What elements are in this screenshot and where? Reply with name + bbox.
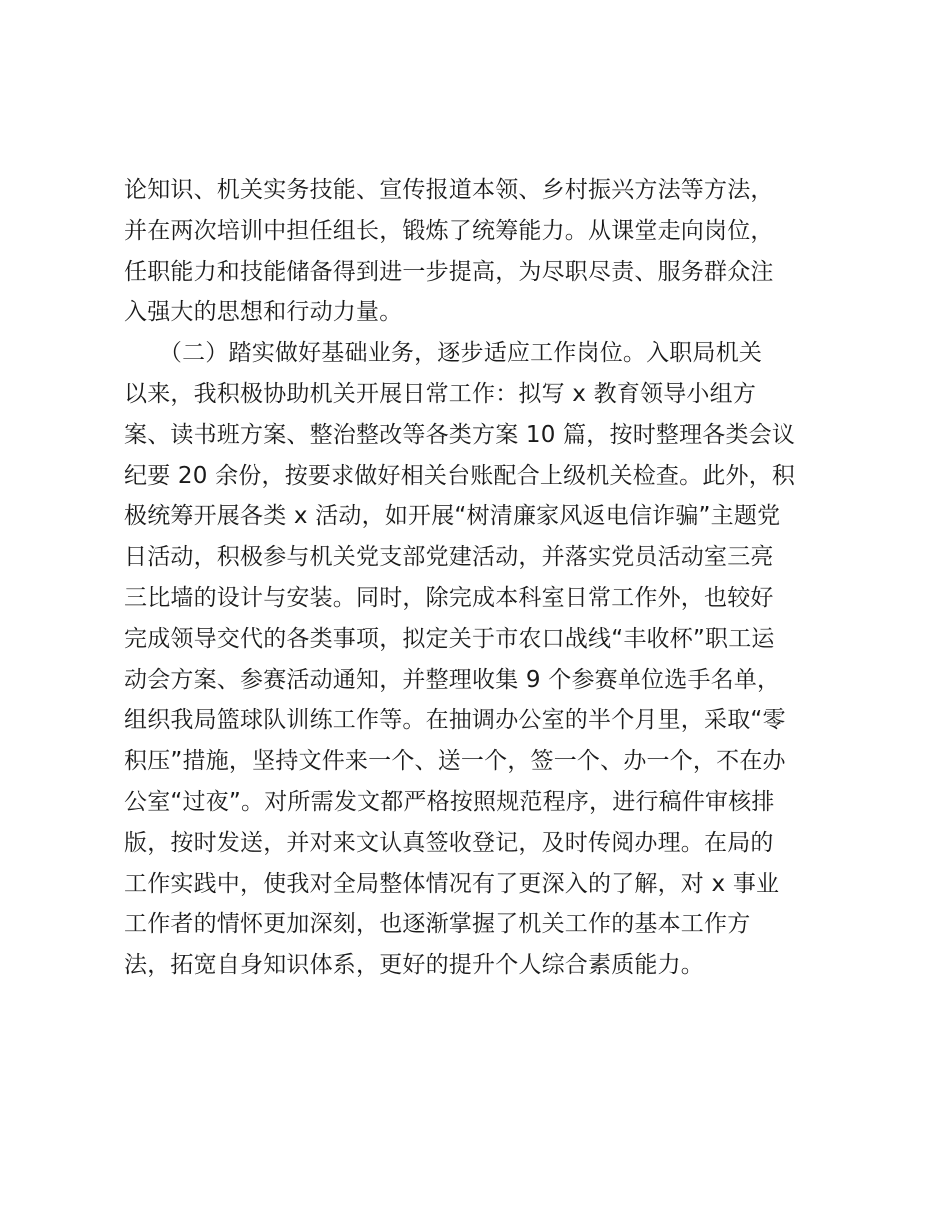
text-line: 工作实践中，使我对全局整体情况有了更深入的了解，对 x 事业 (124, 870, 780, 897)
text-line: 任职能力和技能储备得到进一步提高，为尽职尽责、服务群众注 (124, 258, 774, 285)
text-line: 并在两次培训中担任组长，锻炼了统筹能力。从课堂走向岗位， (124, 217, 774, 244)
text-line: 法，拓宽自身知识体系，更好的提升个人综合素质能力。 (124, 952, 704, 979)
text-line: 版，按时发送，并对来文认真签收登记，及时传阅办理。在局的 (124, 829, 774, 856)
text-line: 案、读书班方案、整治整改等各类方案 10 篇，按时整理各类会议 (124, 421, 796, 448)
text-line: 论知识、机关实务技能、宣传报道本领、乡村振兴方法等方法， (124, 177, 774, 203)
text-line: 工作者的情怀更加深刻，也逐渐掌握了机关工作的基本工作方 (124, 911, 751, 938)
section-heading-line: （二）踏实做好基础业务，逐步适应工作岗位。入职局机关 (124, 340, 763, 367)
text-line: 积压”措施，坚持文件来一个、送一个，签一个、办一个，不在办 (124, 748, 786, 775)
text-line: 动会方案、参赛活动通知，并整理收集 9 个参赛单位选手名单， (124, 666, 781, 693)
text-line: 公室“过夜”。对所需发文都严格按照规范程序，进行稿件审核排 (124, 788, 775, 815)
text-line: 日活动，积极参与机关党支部党建活动，并落实党员活动室三亮 (124, 544, 774, 571)
text-line: 三比墙的设计与安装。同时，除完成本科室日常工作外，也较好 (124, 584, 774, 611)
body-text (124, 170, 844, 986)
text-line: 纪要 20 余份，按要求做好相关台账配合上级机关检查。此外，积 (124, 462, 796, 489)
text-line: 以来，我积极协助机关开展日常工作：拟写 x 教育领导小组方 (124, 380, 757, 407)
text-line: 极统筹开展各类 x 活动，如开展“树清廉家风返电信诈骗”主题党 (124, 503, 781, 530)
text-line: 入强大的思想和行动力量。 (124, 299, 403, 326)
text-line: 完成领导交代的各类事项，拟定关于市农口战线“丰收杯”职工运 (124, 625, 775, 652)
text-line: 组织我局篮球队训练工作等。在抽调办公室的半个月里，采取“零 (124, 707, 786, 734)
